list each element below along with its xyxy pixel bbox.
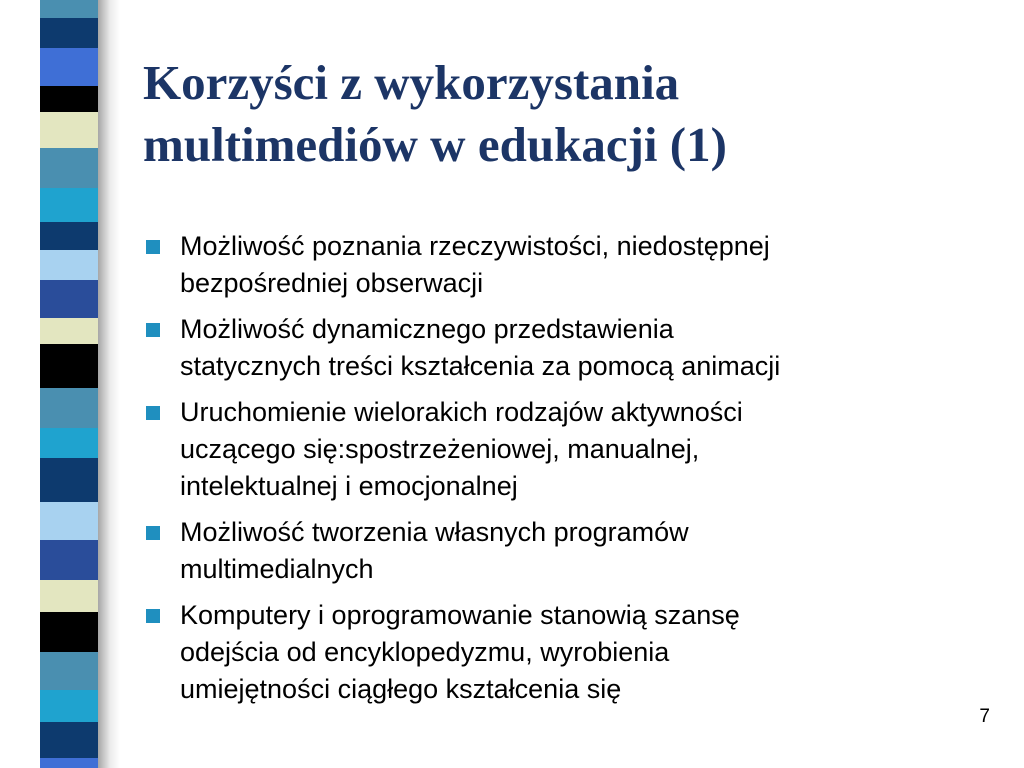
decorative-stripe-bar <box>40 0 98 768</box>
bullet-line: odejścia od encyklopedyzmu, wyrobienia <box>180 637 670 667</box>
stripe-segment <box>40 0 98 18</box>
stripe-segment <box>40 188 98 222</box>
stripe-segment <box>40 722 98 758</box>
stripe-segment <box>40 428 98 458</box>
stripe-segment <box>40 148 98 188</box>
slide-title <box>143 52 983 176</box>
bullet-line: uczącego się:spostrzeżeniowej, manualnej, <box>180 434 700 464</box>
bullet-item <box>146 394 966 505</box>
bullet-line: umiejętności ciągłego kształcenia się <box>180 674 622 704</box>
stripe-segment <box>40 48 98 86</box>
bullet-text <box>180 311 966 385</box>
stripe-segment <box>40 112 98 148</box>
bullet-line: statycznych treści kształcenia za pomocą animacji <box>180 351 781 381</box>
bullet-list <box>146 228 966 717</box>
slide-title-line: Korzyści z wykorzystania <box>143 55 680 110</box>
stripe-segment <box>40 318 98 344</box>
square-bullet-icon <box>146 240 160 254</box>
bullet-line: multimedialnych <box>180 554 374 584</box>
page-number: 7 <box>979 706 990 727</box>
stripe-segment <box>40 502 98 540</box>
bullet-line: bezpośredniej obserwacji <box>180 268 484 298</box>
stripe-segment <box>40 580 98 612</box>
bullet-text <box>180 514 966 588</box>
bullet-item <box>146 228 966 302</box>
stripe-segment <box>40 758 98 768</box>
bullet-line: Możliwość dynamicznego przedstawienia <box>180 314 674 344</box>
bullet-text <box>180 394 966 505</box>
stripe-segment <box>40 344 98 388</box>
bullet-item <box>146 311 966 385</box>
stripe-segment <box>40 388 98 428</box>
bullet-line: Uruchomienie wielorakich rodzajów aktywności <box>180 397 743 427</box>
stripe-segment <box>40 280 98 318</box>
stripe-graphic <box>40 0 98 768</box>
stripe-segment <box>40 652 98 690</box>
stripe-segment <box>40 458 98 502</box>
square-bullet-icon <box>146 526 160 540</box>
bullet-item <box>146 597 966 708</box>
stripe-segment <box>40 540 98 580</box>
stripe-segment <box>40 612 98 652</box>
bullet-line: Możliwość tworzenia własnych programów <box>180 517 689 547</box>
stripe-segment <box>40 86 98 112</box>
bullet-text <box>180 228 966 302</box>
stripe-segment <box>40 222 98 250</box>
stripe-segment <box>40 690 98 722</box>
bullet-line: intelektualnej i emocjonalnej <box>180 471 518 501</box>
square-bullet-icon <box>146 609 160 623</box>
bullet-line: Możliwość poznania rzeczywistości, niedostępnej <box>180 231 770 261</box>
square-bullet-icon <box>146 406 160 420</box>
stripe-segment <box>40 250 98 280</box>
bullet-item <box>146 514 966 588</box>
stripe-shadow <box>98 0 120 768</box>
stripe-segment <box>40 18 98 48</box>
square-bullet-icon <box>146 323 160 337</box>
bullet-line: Komputery i oprogramowanie stanowią szansę <box>180 600 740 630</box>
bullet-text <box>180 597 966 708</box>
slide-title-line: multimediów w edukacji (1) <box>143 117 727 172</box>
